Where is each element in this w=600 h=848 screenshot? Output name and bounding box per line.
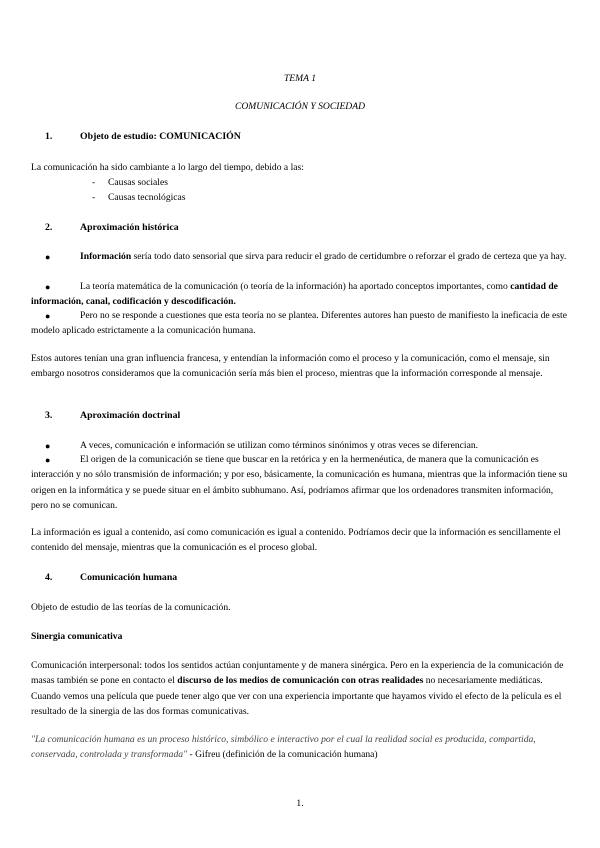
bullet-icon: ● [45,282,51,292]
section-2-bullet-2 [31,279,571,310]
section-2-title: Aproximación histórica [80,222,179,233]
section-1-number: 1. [45,131,53,142]
section-3-bullet-1 [31,438,571,453]
section-4-paragraph [31,658,571,719]
quote-block [31,732,571,763]
section-3-title: Aproximación doctrinal [80,410,181,421]
section-3-bullet-2 [31,452,571,513]
document-subtitle: COMUNICACIÓN Y SOCIEDAD [234,101,366,112]
bullet-icon: ● [45,441,51,451]
bold-term: cantidad de información, canal, codificación y descodificación. [31,281,558,308]
bullet-text: El origen de la comunicación se tiene que buscar en la retórica y en la hermenéutica, de manera que la comunicación es interacción y no sólo transmisión de información; y por eso, básicamente, la comunicación es humana, mientras que la información tiene su origen en la informática y se puede situar en el ámbito subhumano. Así, podríamos afirmar que los ordenadores transmiten información, pero no se comunican. [31,454,568,511]
quote-author: - Gifreu (definición de la comunicación humana) [187,749,378,761]
bullet-text: sería todo dato sensorial que sirva para reducir el grado de certidumbre o reforzar el grado de certeza que ya hay. [131,251,567,262]
section-4-intro: Objeto de estudio de las teorías de la comunicación. [31,602,231,613]
section-1-title: Objeto de estudio: COMUNICACIÓN [80,131,241,142]
section-4-title: Comunicación humana [80,572,178,583]
bullet-icon: ● [45,455,51,465]
bullet-text: A veces, comunicación e información se utilizan como términos sinónimos y otras veces se diferencian. [80,440,479,451]
section-3-number: 3. [45,410,53,421]
list-item: Causas tecnológicas [108,192,186,203]
page-number: 1. [296,798,304,809]
section-2-number: 2. [45,222,53,233]
dash-icon: - [92,177,96,188]
tema-title: TEMA 1 [283,73,317,84]
bullet-icon: ● [45,311,51,321]
list-item: Causas sociales [108,177,168,188]
bullet-text: La teoría matemática de la comunicación (o teoría de la información) ha aportado conceptos importantes, como [80,281,511,292]
section-3-paragraph: La información es igual a contenido, así como comunicación es igual a contenido. Podríamos decir que la información es sencillamente el contenido del mensaje, mientras que la comunicación es el proceso global. [31,527,561,554]
dash-icon: - [92,192,96,203]
paragraph-text: no necesariamente mediáticas. Cuando vemos una película que puede tener algo que ver con una experiencia importante que hayamos vivido el efecto de la película es el resultado de la sinergia de las dos formas comunicativas. [31,675,562,717]
subsection-title: Sinergia comunicativa [31,631,123,642]
section-1-intro: La comunicación ha sido cambiante a lo largo del tiempo, debido a las: [31,162,304,173]
bold-term: Información [80,251,132,262]
section-2-paragraph: Estos autores tenían una gran influencia francesa, y entendían la información como el proceso y la comunicación, como el mensaje, sin embargo nosotros consideramos que la comunicación sería más bien el proceso, mientras que la información corresponde al mensaje. [31,353,550,380]
bullet-icon: ● [45,252,51,262]
bullet-text: Pero no se responde a cuestiones que esta teoría no se plantea. Diferentes autores han puesto de manifiesto la ineficacia de este modelo aplicado estrictamente a la comunicación humana. [31,310,567,337]
bold-term: discurso de los medios de comunicación con otras realidades [177,675,424,687]
quote-text: "La comunicación humana es un proceso histórico, simbólico e interactivo por el cual la realidad social es producida, compartida, conservada, controlada y transformada" [31,734,536,761]
section-2-bullet-3 [31,308,571,339]
section-4-number: 4. [45,572,53,583]
paragraph-text: Comunicación interpersonal: todos los sentidos actúan conjuntamente y de manera sinérgica. Pero en la experiencia de la comunicación de masas también se pone en contacto el [31,660,564,687]
section-2-bullet-1 [31,249,571,264]
